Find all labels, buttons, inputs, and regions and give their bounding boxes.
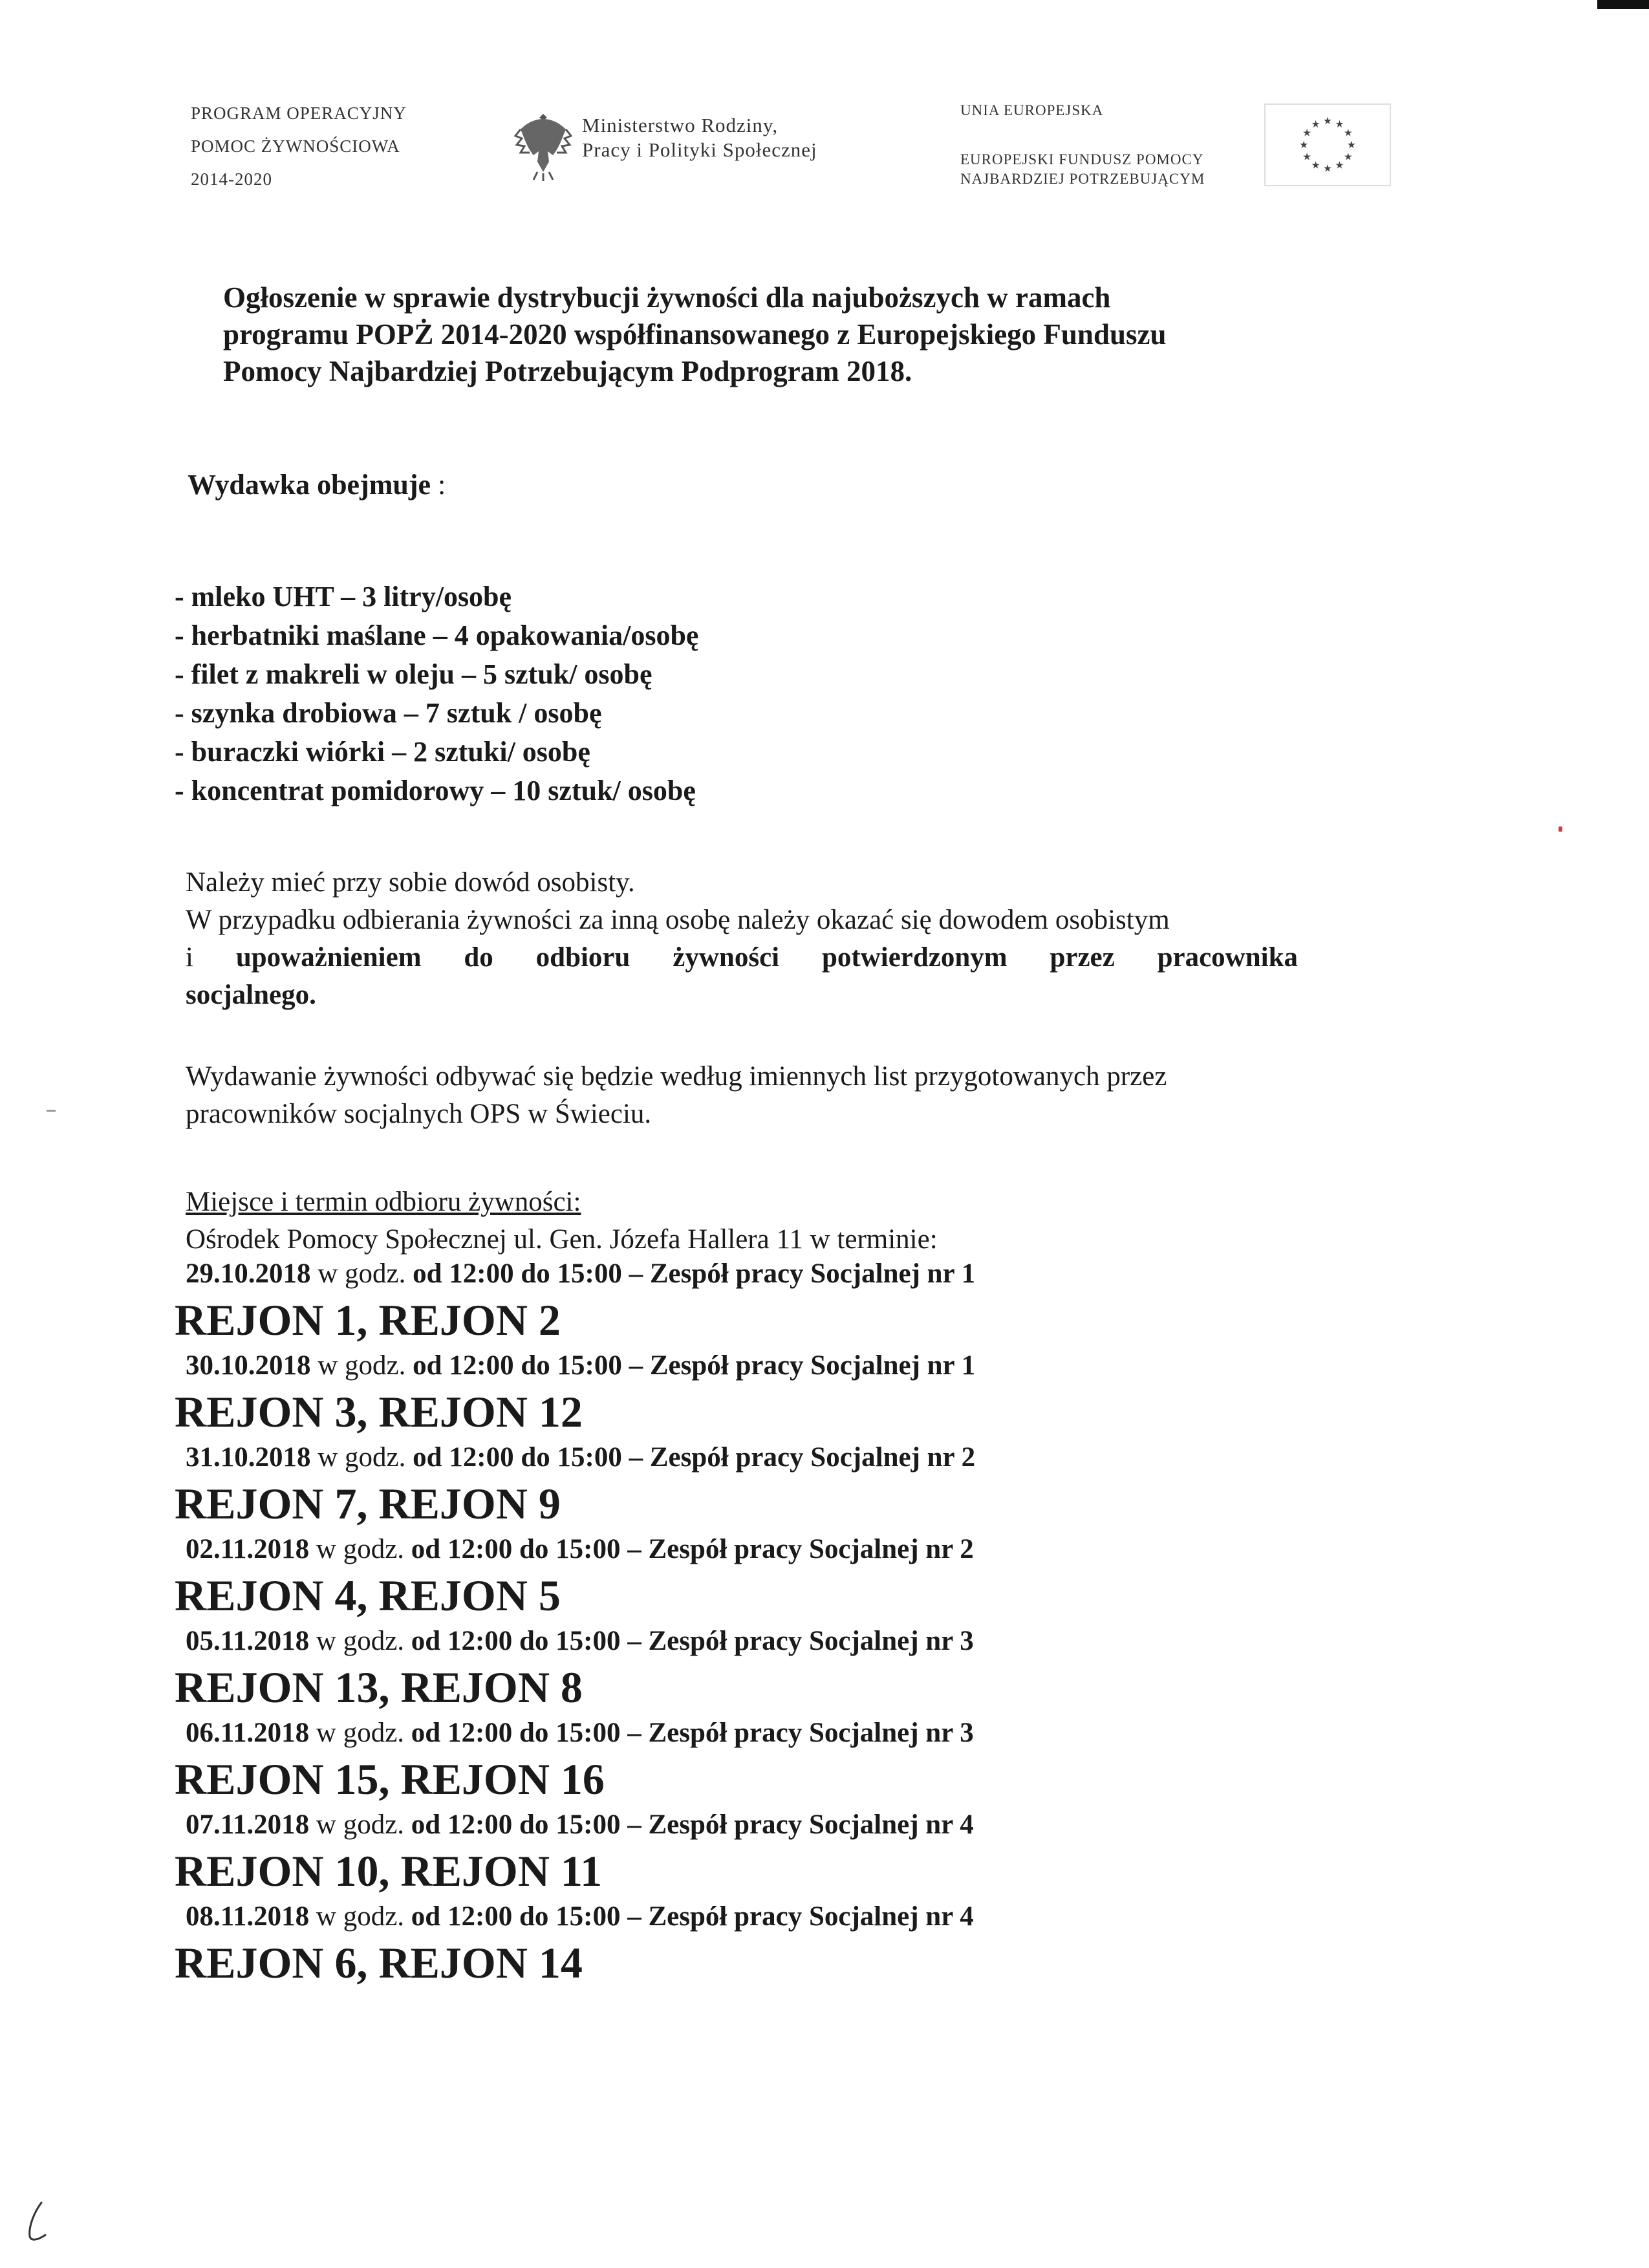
- schedule-hours: od 12:00 do 15:00 – Zespół pracy Socjalnej nr 4: [411, 1809, 974, 1840]
- schedule-hours: od 12:00 do 15:00 – Zespół pracy Socjalnej nr 4: [411, 1901, 974, 1932]
- title-line: programu POPŻ 2014-2020 współfinansowanego z Europejskiego Funduszu: [223, 318, 1167, 351]
- schedule-line: [175, 1438, 975, 1477]
- schedule-regions: REJON 6, REJON 14: [175, 1938, 583, 1987]
- schedule-mid: w godz.: [310, 1258, 413, 1289]
- scan-edge-bar: [1597, 0, 1649, 9]
- notice-line: Należy mieć przy sobie dowód osobisty.: [186, 867, 635, 898]
- pickup-heading: Miejsce i termin odbioru żywności:: [186, 1187, 581, 1217]
- schedule-regions: REJON 4, REJON 5: [175, 1571, 561, 1620]
- id-notice: [186, 864, 1298, 1014]
- eu-fund-line: NAJBARDZIEJ POTRZEBUJĄCYM: [960, 171, 1205, 187]
- schedule-date: 06.11.2018: [186, 1718, 310, 1748]
- schedule-mid: w godz.: [309, 1626, 411, 1656]
- program-header: [191, 97, 407, 196]
- eu-star-icon: ★: [1302, 151, 1312, 163]
- program-line: POMOC ŻYWNOŚCIOWA: [191, 136, 400, 156]
- schedule-mid: w godz.: [309, 1534, 411, 1564]
- schedule-mid: w godz.: [310, 1350, 413, 1381]
- schedule-hours: od 12:00 do 15:00 – Zespół pracy Socjalnej nr 1: [413, 1350, 976, 1381]
- distribution-line: Wydawanie żywności odbywać się będzie według imiennych list przygotowanych przez: [186, 1061, 1167, 1092]
- pickup-place: [186, 1183, 938, 1258]
- schedule-regions: REJON 13, REJON 8: [175, 1663, 583, 1712]
- ministry-line: Pracy i Polityki Społecznej: [582, 138, 817, 161]
- scan-speck: [1558, 826, 1562, 832]
- schedule-date: 07.11.2018: [186, 1809, 310, 1840]
- program-line: 2014-2020: [191, 169, 272, 189]
- eu-star-icon: ★: [1299, 139, 1309, 151]
- eu-fund-name: [960, 150, 1205, 189]
- eu-star-icon: ★: [1311, 118, 1320, 130]
- title-line: Pomocy Najbardziej Potrzebującym Podprogram 2018.: [223, 355, 912, 387]
- ministry-line: Ministerstwo Rodziny,: [582, 114, 779, 136]
- eu-star-icon: ★: [1311, 160, 1320, 171]
- schedule-date: 31.10.2018: [186, 1442, 311, 1473]
- schedule-hours: od 12:00 do 15:00 – Zespół pracy Socjalnej nr 3: [411, 1718, 974, 1748]
- schedule-regions: REJON 7, REJON 9: [175, 1479, 561, 1528]
- schedule-hours: od 12:00 do 15:00 – Zespół pracy Socjalnej nr 1: [413, 1258, 976, 1289]
- food-item: - filet z makreli w oleju – 5 sztuk/ osobę: [175, 658, 652, 690]
- schedule-mid: w godz.: [309, 1901, 411, 1932]
- food-item: - mleko UHT – 3 litry/osobę: [175, 581, 512, 612]
- eu-title: UNIA EUROPEJSKA: [960, 102, 1104, 118]
- schedule-line: [175, 1255, 975, 1293]
- schedule-mid: w godz.: [309, 1809, 411, 1840]
- notice-line-bold: socjalnego.: [186, 980, 316, 1010]
- ministry-header: [582, 113, 817, 162]
- schedule-hours: od 12:00 do 15:00 – Zespół pracy Socjalnej nr 2: [413, 1442, 976, 1473]
- schedule-hours: od 12:00 do 15:00 – Zespół pracy Socjalnej nr 3: [411, 1626, 974, 1656]
- schedule-hours: od 12:00 do 15:00 – Zespół pracy Socjalnej nr 2: [411, 1534, 974, 1564]
- schedule-line: [175, 1806, 975, 1844]
- schedule-regions: REJON 10, REJON 11: [175, 1846, 603, 1895]
- eu-fund-line: EUROPEJSKI FUNDUSZ POMOCY: [960, 151, 1204, 167]
- eu-star-icon: ★: [1343, 127, 1353, 139]
- title-line: Ogłoszenie w sprawie dystrybucji żywności dla najuboższych w ramach: [223, 281, 1111, 314]
- announcement-title: [223, 279, 1322, 390]
- eu-star-icon: ★: [1323, 163, 1332, 175]
- schedule-line: [175, 1897, 975, 1936]
- schedule-date: 05.11.2018: [186, 1626, 310, 1656]
- eu-star-icon: ★: [1335, 118, 1344, 130]
- scan-dash: [47, 1110, 56, 1112]
- schedule-regions: REJON 15, REJON 16: [175, 1755, 605, 1804]
- schedule-date: 30.10.2018: [186, 1350, 311, 1381]
- notice-prefix: i: [186, 942, 193, 973]
- eu-star-icon: ★: [1323, 116, 1332, 127]
- eu-flag-icon: [1264, 103, 1391, 186]
- notice-bold: upoważnieniem do odbioru żywności potwierdzonym przez pracownika: [235, 942, 1299, 973]
- schedule-date: 02.11.2018: [186, 1534, 310, 1564]
- schedule-mid: w godz.: [310, 1442, 413, 1473]
- food-item: - koncentrat pomidorowy – 10 sztuk/ osobę: [175, 775, 696, 806]
- distribution-info: [186, 1058, 1167, 1133]
- eu-star-icon: ★: [1346, 139, 1356, 151]
- eu-star-icon: ★: [1302, 127, 1312, 139]
- schedule-line: [175, 1622, 975, 1661]
- pickup-address: Ośrodek Pomocy Społecznej ul. Gen. Józefa Hallera 11 w terminie:: [186, 1224, 938, 1255]
- items-heading-label: Wydawka obejmuje: [188, 469, 431, 501]
- items-heading-suffix: :: [431, 469, 446, 501]
- schedule-mid: w godz.: [309, 1718, 411, 1748]
- items-heading: [188, 467, 446, 503]
- program-line: PROGRAM OPERACYJNY: [191, 103, 407, 123]
- notice-line: W przypadku odbierania żywności za inną osobę należy okazać się dowodem osobistym: [186, 905, 1170, 935]
- food-item: - herbatniki maślane – 4 opakowania/osobę: [175, 620, 699, 651]
- notice-line-justified: [186, 939, 1298, 977]
- handwritten-mark-icon: [19, 2199, 58, 2244]
- schedule-date: 29.10.2018: [186, 1258, 311, 1289]
- food-item: - szynka drobiowa – 7 sztuk / osobę: [175, 697, 602, 729]
- schedule-line: [175, 1530, 975, 1569]
- food-item: - buraczki wiórki – 2 sztuki/ osobę: [175, 736, 590, 768]
- distribution-line: pracowników socjalnych OPS w Świeciu.: [186, 1099, 652, 1129]
- schedule-date: 08.11.2018: [186, 1901, 310, 1932]
- schedule-regions: REJON 1, REJON 2: [175, 1295, 561, 1345]
- eu-star-icon: ★: [1335, 160, 1344, 171]
- schedule: [175, 1255, 975, 1989]
- schedule-line: [175, 1346, 975, 1385]
- schedule-line: [175, 1714, 975, 1753]
- schedule-regions: REJON 3, REJON 12: [175, 1387, 583, 1436]
- polish-eagle-icon: [514, 110, 572, 182]
- food-items-list: [175, 578, 698, 810]
- eu-star-icon: ★: [1343, 151, 1353, 163]
